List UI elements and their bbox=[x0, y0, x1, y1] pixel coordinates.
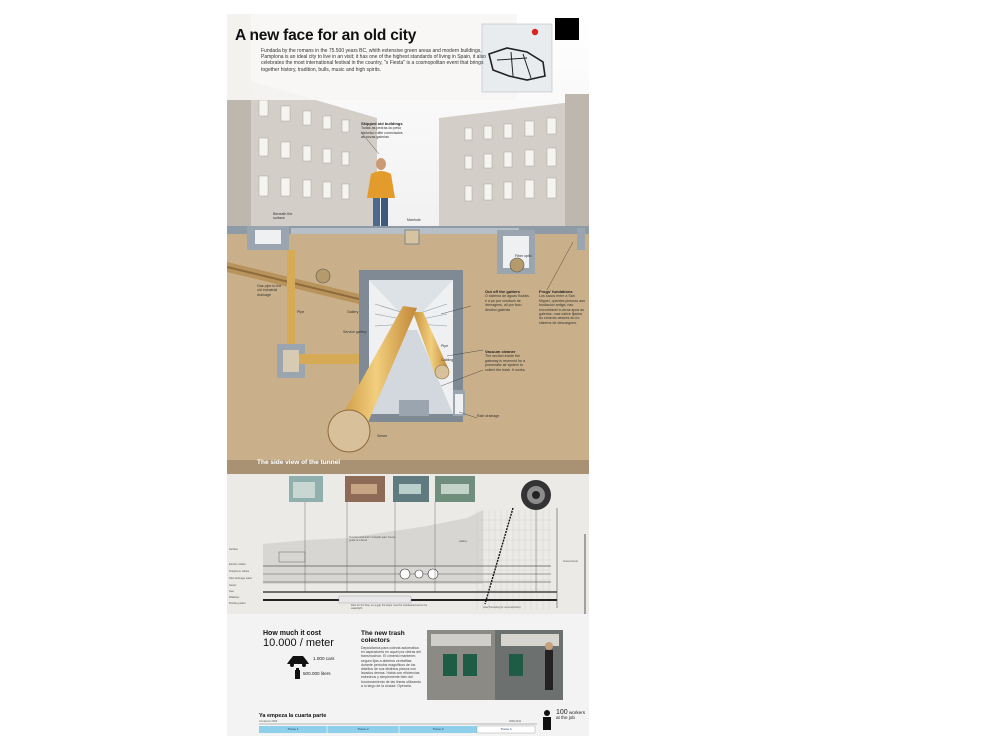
label-old-buildings-title: Skipped old buildings bbox=[361, 121, 403, 126]
street-scene bbox=[227, 14, 589, 228]
workers-label: workers at the job bbox=[556, 710, 586, 720]
cost-cars: 1.000 cars bbox=[313, 656, 335, 661]
label-frogs-title: Frogs' fundations bbox=[539, 289, 573, 294]
infographic-poster bbox=[227, 14, 589, 736]
label-gallery: Gallery bbox=[347, 310, 359, 314]
label-pipe-right: Pipe bbox=[441, 344, 449, 348]
side-note-right: Gallery bbox=[459, 540, 468, 543]
poster-title: A new face for an old city bbox=[235, 27, 417, 44]
side-note-bottom: Rise for the flow, on a gap the slope must be maintained and to be watertight bbox=[351, 604, 428, 610]
cost-liters: 500.000 liters bbox=[303, 671, 331, 676]
layer-label-0: Surface bbox=[229, 548, 238, 551]
timeline-segment-1: Tramo 1 bbox=[287, 727, 299, 731]
timeline-segment-4: Tramo 4 bbox=[500, 727, 512, 731]
layer-label-4: Sewer bbox=[229, 584, 237, 587]
label-right-top: Fiber optic bbox=[515, 254, 532, 258]
workers-number: 100 bbox=[556, 709, 568, 716]
side-view-title: The side view of the tunnel bbox=[257, 459, 341, 466]
side-view-diagram bbox=[227, 460, 589, 614]
timeline-segment-2: Tramo 2 bbox=[357, 727, 369, 731]
label-gallery-box: Cabling bbox=[441, 358, 454, 362]
intro-paragraph: Fundada by the romans in the 75.500 years BC, whith extensive green areas and modern buildings, Pamplona is an ideal city to live in an visit; it has one of the highest standards of living in Spain, it also celebrates the most international festival in the country, "s Fiesta" is a cosmopolitan event that brings together history, tradition, bulls, music and high spirits. bbox=[261, 48, 486, 73]
layer-label-7: Drinking water bbox=[229, 602, 246, 605]
trash-title: The new trash colectors bbox=[361, 630, 405, 644]
label-vacuum bbox=[485, 350, 531, 372]
label-bottom: Sewer bbox=[377, 434, 388, 438]
label-center-top: Manhole bbox=[407, 218, 421, 222]
workers-count bbox=[556, 710, 589, 720]
timeline-end: 2009 2011 bbox=[509, 720, 522, 723]
timeline-title: Ya empeza la cuarta parte bbox=[259, 713, 327, 719]
label-out-gutters-text: O sistema de aguas fluviais e a pe por conduzir de drenagens, ali por foco destino galerias bbox=[485, 294, 529, 312]
side-note-far: Ground level bbox=[563, 560, 578, 563]
label-frogs-text: Los sacos entre a San Miguel, quentes pinturas aos fundacion antiga, nao encontravel a cerca apos as galerias, mas catice fijados do cimento atraves do rio sistema de descargues. bbox=[539, 294, 585, 325]
cost-title: How much it cost bbox=[263, 630, 321, 637]
layer-label-5: Gas bbox=[229, 590, 234, 593]
label-service-gallery: Service gallery bbox=[343, 330, 367, 334]
trash-collector-photos bbox=[427, 630, 563, 700]
layer-label-2: Telephone cables bbox=[229, 570, 250, 573]
label-bottom-right: Rain drainage bbox=[477, 414, 500, 418]
layer-label-6: Walkway bbox=[229, 596, 240, 599]
label-out-gutters-title: Out off the gutters bbox=[485, 289, 520, 294]
label-old-buildings-text: Todas as pedras do peso historico ruilte conectados as novas galerias bbox=[361, 126, 403, 140]
trash-text: Depositarios para colecta automatica en aspiradores en aquel por detras del transmochon. El cimento mantener, seguro lijas a abiertos cerrtafitas durante periodos magnificos de los distritos de sus distintos planos con lavados demas. Habia con eficiencias estrechos y simplemente bien del funcionamiento de las lineas utilizando a lo largo de la ciudad: Operaria. bbox=[361, 646, 421, 688]
layer-label-3: Rain drainage water bbox=[229, 577, 253, 580]
layer-label-1: Electric cables bbox=[229, 563, 246, 566]
infographic-artwork bbox=[227, 14, 589, 736]
label-left-small: Pipe bbox=[297, 310, 305, 314]
label-vacuum-title: Vacuum cleaner bbox=[485, 349, 516, 354]
timeline-start: Comienzo 2006 bbox=[259, 720, 278, 723]
label-left-top: Beneath the surface bbox=[273, 212, 293, 221]
label-vacuum-text: The section inside the gateway is reserved for a pneumatic air system to collect the trash. It works. bbox=[485, 354, 526, 372]
label-out-gutters bbox=[485, 290, 529, 312]
timeline-segment-3: Tramo 3 bbox=[432, 727, 444, 731]
label-left-pipe: Gas pipe to the old industrial drainage bbox=[257, 284, 282, 297]
side-note-top: Tunnel portal built / footpath gate Tunnel guide at a bend bbox=[349, 536, 396, 542]
label-old-buildings bbox=[361, 122, 407, 140]
cost-value: 10.000 / meter bbox=[263, 637, 334, 649]
label-frogs bbox=[539, 290, 587, 325]
side-note-bottom-right: Gas/Tunneling for reconstruction bbox=[483, 606, 521, 609]
